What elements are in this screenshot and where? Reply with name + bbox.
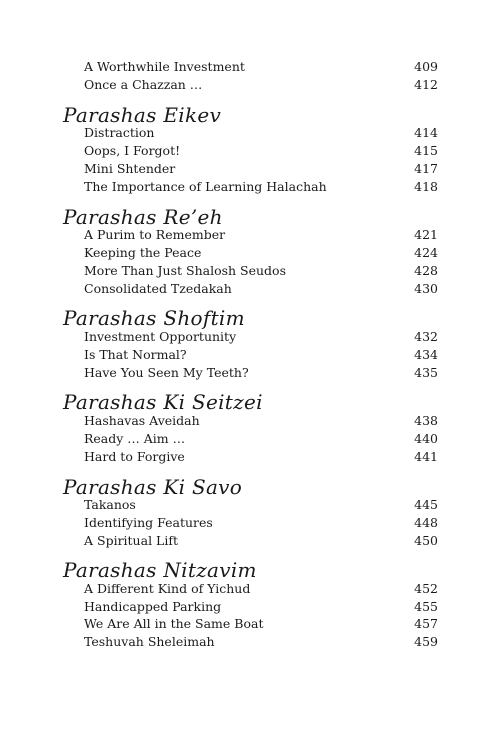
toc-entry-page: 414 [414,125,438,140]
toc-entry [84,244,438,262]
toc-entry-title: Handicapped Parking [84,599,222,614]
toc-entry-title: A Different Kind of Yichud [84,581,251,596]
toc-entry-title: Hashavas Aveidah [84,413,200,428]
toc-entry-title: Ready … Aim … [84,431,186,446]
toc-entry-title: More Than Just Shalosh Seudos [84,263,286,278]
toc-entry-title: Hard to Forgive [84,449,185,464]
toc-entry-page: 448 [414,515,438,530]
toc-entry-page: 440 [414,431,438,446]
toc-entry-page: 415 [414,143,438,158]
toc-entry-title: Have You Seen My Teeth? [84,365,249,380]
toc-entry [84,76,438,94]
section-heading: Parashas Ki Seitzei [63,390,263,414]
toc-entry [84,160,438,178]
toc-entry [84,364,438,382]
toc-entry [84,615,438,633]
toc-entry [84,262,438,280]
toc-entry-title: Takanos [84,497,136,512]
toc-entry [84,448,438,466]
toc-entry-title: The Importance of Learning Halachah [84,179,327,194]
toc-entry-title: Distraction [84,125,155,140]
toc-entry-page: 417 [414,161,438,176]
toc-entry [84,430,438,448]
toc-entry-page: 445 [414,497,438,512]
section-heading: Parashas Re’eh [63,205,223,229]
toc-entry-page: 424 [414,245,438,260]
toc-entry-page: 457 [414,616,438,631]
toc-entry [84,598,438,616]
toc-entry [84,580,438,598]
toc-entry-title: We Are All in the Same Boat [84,616,264,631]
toc-entry [84,514,438,532]
toc-entry-title: A Spiritual Lift [84,533,178,548]
toc-entry-page: 452 [414,581,438,596]
toc-entry [84,58,438,76]
toc-entry-page: 428 [414,263,438,278]
toc-entry-title: Identifying Features [84,515,213,530]
toc-entry-page: 455 [414,599,438,614]
toc-entry-page: 432 [414,329,438,344]
toc-entry [84,496,438,514]
toc-entry-page: 450 [414,533,438,548]
toc-entry [84,178,438,196]
toc-entry [84,142,438,160]
toc-entry-title: Keeping the Peace [84,245,202,260]
toc-entry [84,124,438,142]
toc-entry-page: 441 [414,449,438,464]
toc-entry [84,280,438,298]
toc-entry-page: 434 [414,347,438,362]
section-heading: Parashas Nitzavim [63,558,257,582]
toc-entry-title: Once a Chazzan … [84,77,203,92]
toc-entry-title: Consolidated Tzedakah [84,281,232,296]
section-heading: Parashas Shoftim [63,306,245,330]
toc-entry-title: A Purim to Remember [84,227,226,242]
toc-entry [84,226,438,244]
toc-entry-page: 459 [414,634,438,649]
toc-entry-page: 435 [414,365,438,380]
toc-entry-page: 409 [414,59,438,74]
toc-entry [84,412,438,430]
toc-entry-title: A Worthwhile Investment [84,59,245,74]
toc-entry [84,532,438,550]
toc-entry-title: Oops, I Forgot! [84,143,181,158]
section-heading: Parashas Ki Savo [63,475,243,499]
toc-entry-page: 418 [414,179,438,194]
toc-entry [84,633,438,651]
toc-entry [84,328,438,346]
toc-entry-title: Mini Shtender [84,161,176,176]
toc-entry [84,346,438,364]
toc-entry-page: 412 [414,77,438,92]
toc-entry-page: 421 [414,227,438,242]
toc-entry-title: Teshuvah Sheleimah [84,634,215,649]
toc-entry-title: Is That Normal? [84,347,187,362]
toc-entry-title: Investment Opportunity [84,329,237,344]
section-heading: Parashas Eikev [63,103,222,127]
toc-entry-page: 430 [414,281,438,296]
toc-entry-page: 438 [414,413,438,428]
